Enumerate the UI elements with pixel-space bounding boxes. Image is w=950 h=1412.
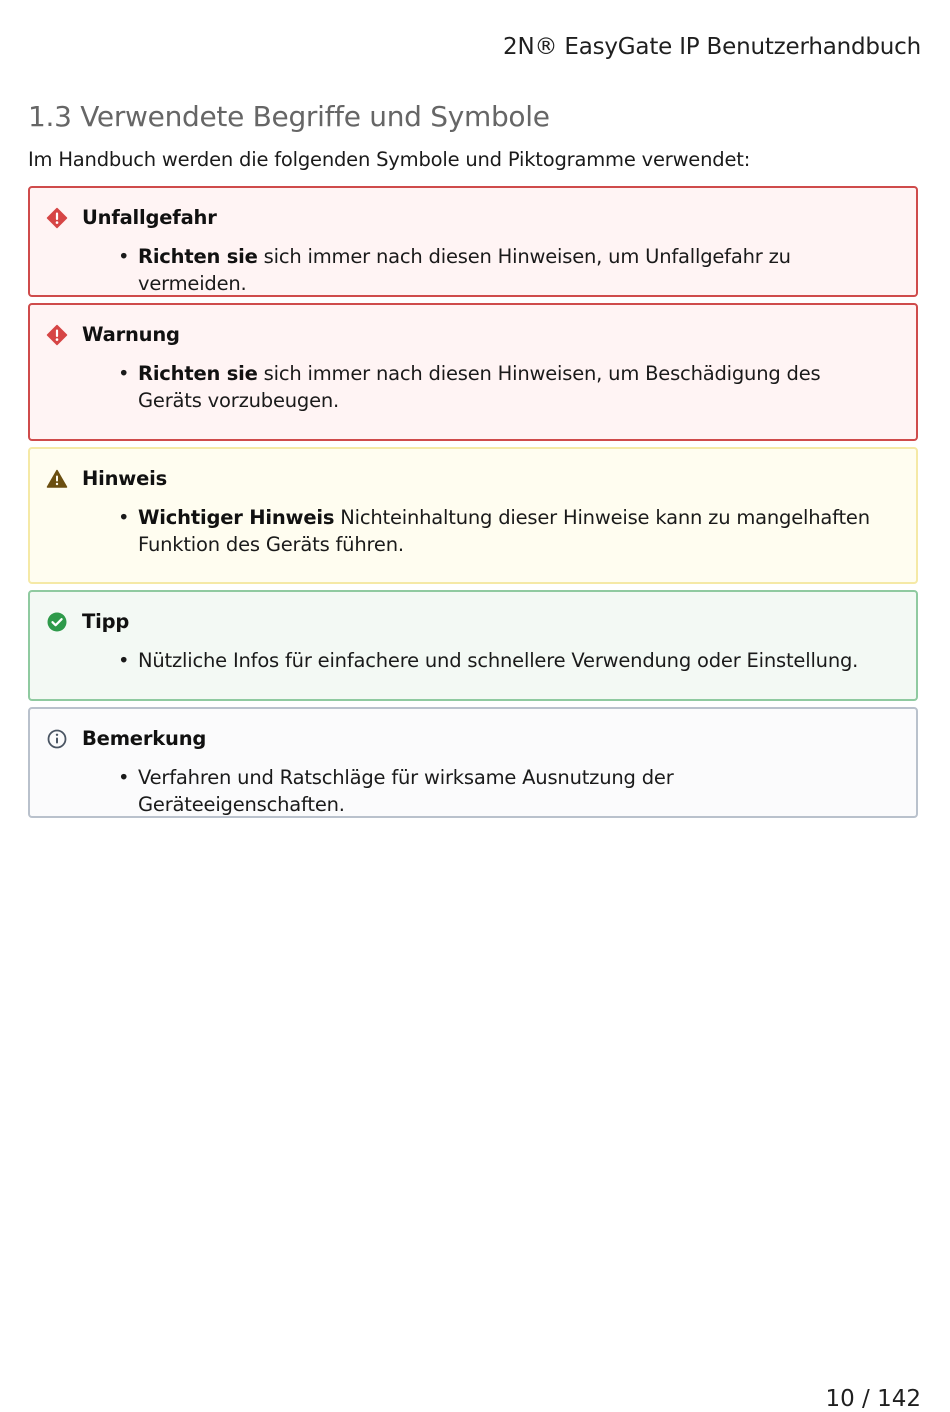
item-text: sich immer nach diesen Hinweisen, um Beschädigung des Geräts vorzubeugen.	[138, 362, 821, 412]
callout-tip	[28, 590, 918, 701]
warning-exclamation-icon	[46, 324, 68, 346]
callout-warning-header	[46, 323, 180, 346]
item-text: sich immer nach diesen Hinweisen, um Unfallgefahr zu vermeiden.	[138, 245, 791, 295]
list-item: • Richten sie sich immer nach diesen Hinweisen, um Unfallgefahr zu vermeiden.	[118, 245, 791, 295]
callout-warning	[28, 303, 918, 441]
callout-tip-list	[112, 647, 876, 674]
info-circle-icon	[46, 728, 68, 750]
item-text: Nützliche Infos für einfachere und schnellere Verwendung oder Einstellung.	[138, 649, 859, 672]
callout-danger	[28, 186, 918, 297]
page-number: 10 / 142	[825, 1386, 921, 1412]
document-header-title: 2N® EasyGate IP Benutzerhandbuch	[503, 34, 921, 60]
callout-danger-header	[46, 206, 217, 229]
callout-note	[28, 447, 918, 584]
callout-remark	[28, 707, 918, 818]
callout-tip-title: Tipp	[82, 610, 130, 633]
danger-exclamation-icon	[46, 207, 68, 229]
check-circle-icon	[46, 611, 68, 633]
callout-danger-list	[112, 243, 876, 297]
item-text: Verfahren und Ratschläge für wirksame Ausnutzung der Geräteeigenschaften.	[138, 766, 674, 816]
list-item: • Verfahren und Ratschläge für wirksame Ausnutzung der Geräteeigenschaften.	[118, 766, 674, 816]
callout-remark-header	[46, 727, 206, 750]
item-lead: Wichtiger Hinweis	[138, 506, 335, 529]
callout-tip-header	[46, 610, 129, 633]
list-item: • Wichtiger Hinweis Nichteinhaltung dieser Hinweise kann zu mangelhaften Funktion des Geräts führen.	[118, 506, 870, 556]
item-text: Nichteinhaltung dieser Hinweise kann zu mangelhaften Funktion des Geräts führen.	[138, 506, 870, 556]
callout-danger-title: Unfallgefahr	[82, 206, 217, 229]
list-item: • Richten sie sich immer nach diesen Hinweisen, um Beschädigung des Geräts vorzubeugen.	[118, 362, 821, 412]
callout-remark-list	[112, 764, 876, 818]
callout-remark-title: Bemerkung	[82, 727, 207, 750]
callout-note-list	[112, 504, 876, 558]
callout-warning-title: Warnung	[82, 323, 180, 346]
section-intro: Im Handbuch werden die folgenden Symbole und Piktogramme verwendet:	[28, 148, 751, 171]
alert-triangle-icon	[46, 468, 68, 490]
section-title: 1.3 Verwendete Begriffe und Symbole	[28, 100, 550, 133]
item-lead: Richten sie	[138, 362, 258, 385]
callout-note-title: Hinweis	[82, 467, 168, 490]
callout-note-header	[46, 467, 167, 490]
callout-warning-list	[112, 360, 876, 414]
list-item: • Nützliche Infos für einfachere und schnellere Verwendung oder Einstellung.	[118, 649, 859, 672]
item-lead: Richten sie	[138, 245, 258, 268]
